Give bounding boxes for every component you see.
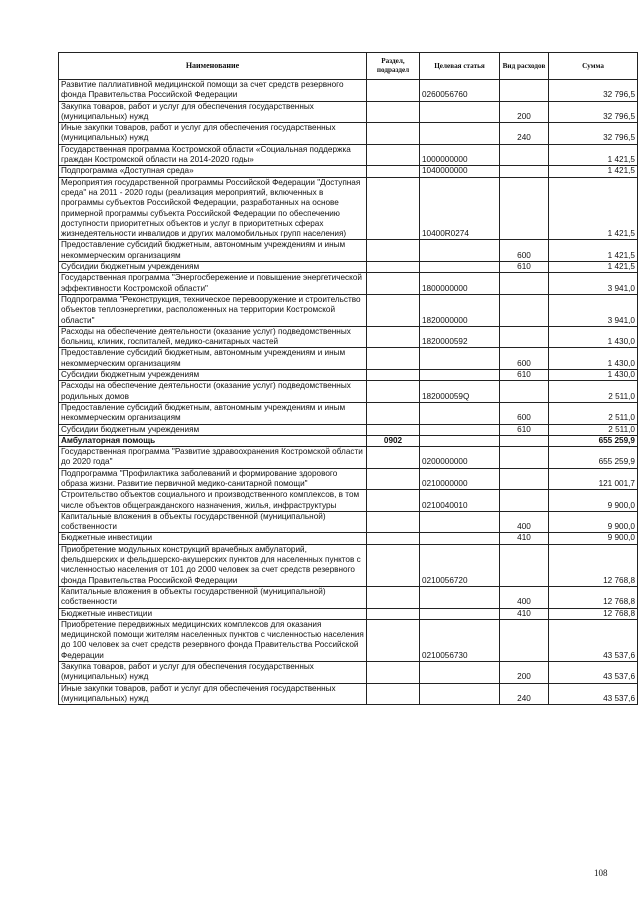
cell-name: Государственная программа Костромской области «Социальная поддержка граждан Костромской области на 2014-2020 годы» bbox=[59, 144, 367, 166]
cell-section bbox=[367, 468, 420, 490]
cell-sum: 9 900,0 bbox=[549, 511, 638, 533]
cell-name: Расходы на обеспечение деятельности (оказание услуг) подведомственных больниц, клиник, госпиталей, медико-санитарных частей bbox=[59, 326, 367, 348]
table-row bbox=[59, 262, 638, 273]
cell-sum: 9 900,0 bbox=[549, 490, 638, 512]
page-number: 108 bbox=[594, 868, 608, 878]
table-row bbox=[59, 166, 638, 177]
table-row bbox=[59, 490, 638, 512]
cell-name: Мероприятия государственной программы Российской Федерации "Доступная среда" на 2011 - 2020 годы (реализация мероприятий, включенных в программы субъектов Российской Федерации, разработанных на основе примерной программы субъекта Российской Федерации по обеспечению доступности приоритетных объектов и услуг в приоритетных сферах жизнедеятельности инвалидов и других маломобильных групп населения) bbox=[59, 177, 367, 240]
cell-sum: 1 430,0 bbox=[549, 348, 638, 370]
cell-target bbox=[420, 262, 500, 273]
cell-expense bbox=[500, 544, 549, 586]
header-section: Раздел, подраздел bbox=[367, 53, 420, 80]
cell-expense: 400 bbox=[500, 586, 549, 608]
cell-target bbox=[420, 101, 500, 123]
cell-section bbox=[367, 348, 420, 370]
cell-sum: 32 796,5 bbox=[549, 101, 638, 123]
cell-target: 0210000000 bbox=[420, 468, 500, 490]
cell-target bbox=[420, 683, 500, 705]
cell-section bbox=[367, 144, 420, 166]
cell-section bbox=[367, 683, 420, 705]
cell-expense: 200 bbox=[500, 662, 549, 684]
cell-section bbox=[367, 619, 420, 661]
cell-sum: 9 900,0 bbox=[549, 533, 638, 544]
table-row bbox=[59, 662, 638, 684]
cell-expense bbox=[500, 80, 549, 102]
cell-sum: 1 421,5 bbox=[549, 177, 638, 240]
cell-sum: 32 796,5 bbox=[549, 80, 638, 102]
cell-expense bbox=[500, 294, 549, 326]
cell-expense: 400 bbox=[500, 511, 549, 533]
cell-section bbox=[367, 123, 420, 145]
cell-expense: 600 bbox=[500, 348, 549, 370]
cell-name: Бюджетные инвестиции bbox=[59, 608, 367, 619]
cell-target bbox=[420, 240, 500, 262]
budget-table bbox=[58, 52, 638, 705]
cell-target bbox=[420, 370, 500, 381]
table-row bbox=[59, 348, 638, 370]
cell-section bbox=[367, 262, 420, 273]
cell-expense: 610 bbox=[500, 262, 549, 273]
cell-target: 1040000000 bbox=[420, 166, 500, 177]
cell-sum: 32 796,5 bbox=[549, 123, 638, 145]
table-row bbox=[59, 123, 638, 145]
cell-sum: 1 421,5 bbox=[549, 144, 638, 166]
cell-name: Капитальные вложения в объекты государственной (муниципальной) собственности bbox=[59, 586, 367, 608]
cell-section bbox=[367, 240, 420, 262]
header-expense: Вид расходов bbox=[500, 53, 549, 80]
cell-target bbox=[420, 662, 500, 684]
cell-name: Предоставление субсидий бюджетным, автономным учреждениям и иным некоммерческим организациям bbox=[59, 240, 367, 262]
cell-target: 182000059Q bbox=[420, 381, 500, 403]
cell-expense: 240 bbox=[500, 123, 549, 145]
cell-expense: 600 bbox=[500, 240, 549, 262]
cell-expense bbox=[500, 273, 549, 295]
cell-expense: 240 bbox=[500, 683, 549, 705]
cell-name: Субсидии бюджетным учреждениям bbox=[59, 262, 367, 273]
table-row bbox=[59, 424, 638, 435]
table-row bbox=[59, 447, 638, 469]
table-row bbox=[59, 619, 638, 661]
cell-section bbox=[367, 294, 420, 326]
cell-target: 10400R0274 bbox=[420, 177, 500, 240]
cell-name: Иные закупки товаров, работ и услуг для обеспечения государственных (муниципальных) нужд bbox=[59, 683, 367, 705]
cell-name: Субсидии бюджетным учреждениям bbox=[59, 370, 367, 381]
cell-target: 1000000000 bbox=[420, 144, 500, 166]
table-row bbox=[59, 80, 638, 102]
cell-section bbox=[367, 177, 420, 240]
cell-section bbox=[367, 370, 420, 381]
table-row bbox=[59, 468, 638, 490]
cell-name: Подпрограмма "Реконструкция, техническое перевооружение и строительство объектов теплоэнергетики, расположенных на территории Костромской области" bbox=[59, 294, 367, 326]
cell-section bbox=[367, 490, 420, 512]
cell-target bbox=[420, 348, 500, 370]
table-header-row bbox=[59, 53, 638, 80]
cell-name: Государственная программа "Развитие здравоохранения Костромской области до 2020 года" bbox=[59, 447, 367, 469]
cell-section bbox=[367, 662, 420, 684]
cell-name: Субсидии бюджетным учреждениям bbox=[59, 424, 367, 435]
cell-expense: 610 bbox=[500, 370, 549, 381]
cell-section bbox=[367, 533, 420, 544]
cell-sum: 12 768,8 bbox=[549, 608, 638, 619]
cell-section bbox=[367, 326, 420, 348]
header-target: Целевая статья bbox=[420, 53, 500, 80]
cell-target: 0200000000 bbox=[420, 447, 500, 469]
cell-expense bbox=[500, 177, 549, 240]
cell-sum: 12 768,8 bbox=[549, 586, 638, 608]
cell-section bbox=[367, 402, 420, 424]
cell-section bbox=[367, 166, 420, 177]
cell-sum: 43 537,6 bbox=[549, 662, 638, 684]
cell-expense bbox=[500, 447, 549, 469]
cell-target: 0260056760 bbox=[420, 80, 500, 102]
cell-target bbox=[420, 435, 500, 446]
cell-expense bbox=[500, 144, 549, 166]
cell-expense: 600 bbox=[500, 402, 549, 424]
cell-section bbox=[367, 80, 420, 102]
cell-target bbox=[420, 586, 500, 608]
cell-name: Иные закупки товаров, работ и услуг для обеспечения государственных (муниципальных) нужд bbox=[59, 123, 367, 145]
cell-sum: 43 537,6 bbox=[549, 619, 638, 661]
cell-target bbox=[420, 608, 500, 619]
cell-name: Капитальные вложения в объекты государственной (муниципальной) собственности bbox=[59, 511, 367, 533]
cell-expense: 410 bbox=[500, 533, 549, 544]
cell-name: Предоставление субсидий бюджетным, автономным учреждениям и иным некоммерческим организациям bbox=[59, 402, 367, 424]
table-row bbox=[59, 435, 638, 446]
cell-sum: 655 259,9 bbox=[549, 447, 638, 469]
table-row bbox=[59, 533, 638, 544]
cell-expense: 410 bbox=[500, 608, 549, 619]
cell-name: Предоставление субсидий бюджетным, автономным учреждениям и иным некоммерческим организациям bbox=[59, 348, 367, 370]
cell-name: Закупка товаров, работ и услуг для обеспечения государственных (муниципальных) нужд bbox=[59, 101, 367, 123]
cell-target bbox=[420, 511, 500, 533]
cell-section bbox=[367, 511, 420, 533]
cell-sum: 3 941,0 bbox=[549, 294, 638, 326]
cell-name: Бюджетные инвестиции bbox=[59, 533, 367, 544]
cell-target bbox=[420, 424, 500, 435]
table-row bbox=[59, 177, 638, 240]
cell-sum: 2 511,0 bbox=[549, 402, 638, 424]
header-name: Наименование bbox=[59, 53, 367, 80]
cell-expense bbox=[500, 435, 549, 446]
cell-sum: 2 511,0 bbox=[549, 424, 638, 435]
header-sum: Сумма bbox=[549, 53, 638, 80]
cell-sum: 43 537,6 bbox=[549, 683, 638, 705]
cell-target bbox=[420, 402, 500, 424]
cell-name: Приобретение модульных конструкций врачебных амбулаторий, фельдшерских и фельдшерско-акушерских пунктов для населенных пунктов с численностью населения от 101 до 2000 человек за счет средств резервного фонда Правительства Российской Федерации bbox=[59, 544, 367, 586]
cell-target: 0210040010 bbox=[420, 490, 500, 512]
cell-name: Подпрограмма "Профилактика заболеваний и формирование здорового образа жизни. Развитие первичной медико-санитарной помощи" bbox=[59, 468, 367, 490]
cell-expense bbox=[500, 166, 549, 177]
table-row bbox=[59, 370, 638, 381]
cell-target bbox=[420, 123, 500, 145]
cell-sum: 655 259,9 bbox=[549, 435, 638, 446]
cell-target: 1820000000 bbox=[420, 294, 500, 326]
cell-section bbox=[367, 608, 420, 619]
cell-expense bbox=[500, 619, 549, 661]
cell-target: 1800000000 bbox=[420, 273, 500, 295]
cell-name: Подпрограмма «Доступная среда» bbox=[59, 166, 367, 177]
cell-name: Развитие паллиативной медицинской помощи за счет средств резервного фонда Правительства Российской Федерации bbox=[59, 80, 367, 102]
table-row bbox=[59, 544, 638, 586]
cell-section bbox=[367, 273, 420, 295]
cell-sum: 1 430,0 bbox=[549, 370, 638, 381]
cell-sum: 1 421,5 bbox=[549, 240, 638, 262]
cell-target: 1820000592 bbox=[420, 326, 500, 348]
table-row bbox=[59, 608, 638, 619]
table-row bbox=[59, 402, 638, 424]
cell-sum: 1 430,0 bbox=[549, 326, 638, 348]
cell-expense bbox=[500, 468, 549, 490]
table-row bbox=[59, 273, 638, 295]
cell-expense bbox=[500, 381, 549, 403]
cell-expense bbox=[500, 326, 549, 348]
table-row bbox=[59, 683, 638, 705]
cell-expense: 200 bbox=[500, 101, 549, 123]
cell-name: Расходы на обеспечение деятельности (оказание услуг) подведомственных родильных домов bbox=[59, 381, 367, 403]
cell-target bbox=[420, 533, 500, 544]
cell-section bbox=[367, 101, 420, 123]
table-row bbox=[59, 511, 638, 533]
cell-sum: 2 511,0 bbox=[549, 381, 638, 403]
cell-name: Государственная программа "Энергосбережение и повышение энергетической эффективности Костромской области" bbox=[59, 273, 367, 295]
cell-target: 0210056730 bbox=[420, 619, 500, 661]
table-row bbox=[59, 144, 638, 166]
cell-target: 0210056720 bbox=[420, 544, 500, 586]
table-row bbox=[59, 381, 638, 403]
table-row bbox=[59, 101, 638, 123]
cell-sum: 1 421,5 bbox=[549, 166, 638, 177]
cell-section bbox=[367, 586, 420, 608]
cell-section bbox=[367, 424, 420, 435]
cell-name: Амбулаторная помощь bbox=[59, 435, 367, 446]
cell-section bbox=[367, 544, 420, 586]
cell-expense bbox=[500, 490, 549, 512]
table-row bbox=[59, 326, 638, 348]
cell-section: 0902 bbox=[367, 435, 420, 446]
cell-sum: 3 941,0 bbox=[549, 273, 638, 295]
cell-sum: 1 421,5 bbox=[549, 262, 638, 273]
cell-name: Приобретение передвижных медицинских комплексов для оказания медицинской помощи жителям населенных пунктов с численностью населения до 100 человек за счет средств резервного фонда Правительства Российской Федерации bbox=[59, 619, 367, 661]
cell-sum: 121 001,7 bbox=[549, 468, 638, 490]
cell-expense: 610 bbox=[500, 424, 549, 435]
table-row bbox=[59, 240, 638, 262]
table-row bbox=[59, 586, 638, 608]
cell-name: Строительство объектов социального и производственного комплексов, в том числе объектов общегражданского назначения, жилья, инфраструктуры bbox=[59, 490, 367, 512]
table-row bbox=[59, 294, 638, 326]
cell-sum: 12 768,8 bbox=[549, 544, 638, 586]
cell-section bbox=[367, 447, 420, 469]
cell-name: Закупка товаров, работ и услуг для обеспечения государственных (муниципальных) нужд bbox=[59, 662, 367, 684]
cell-section bbox=[367, 381, 420, 403]
